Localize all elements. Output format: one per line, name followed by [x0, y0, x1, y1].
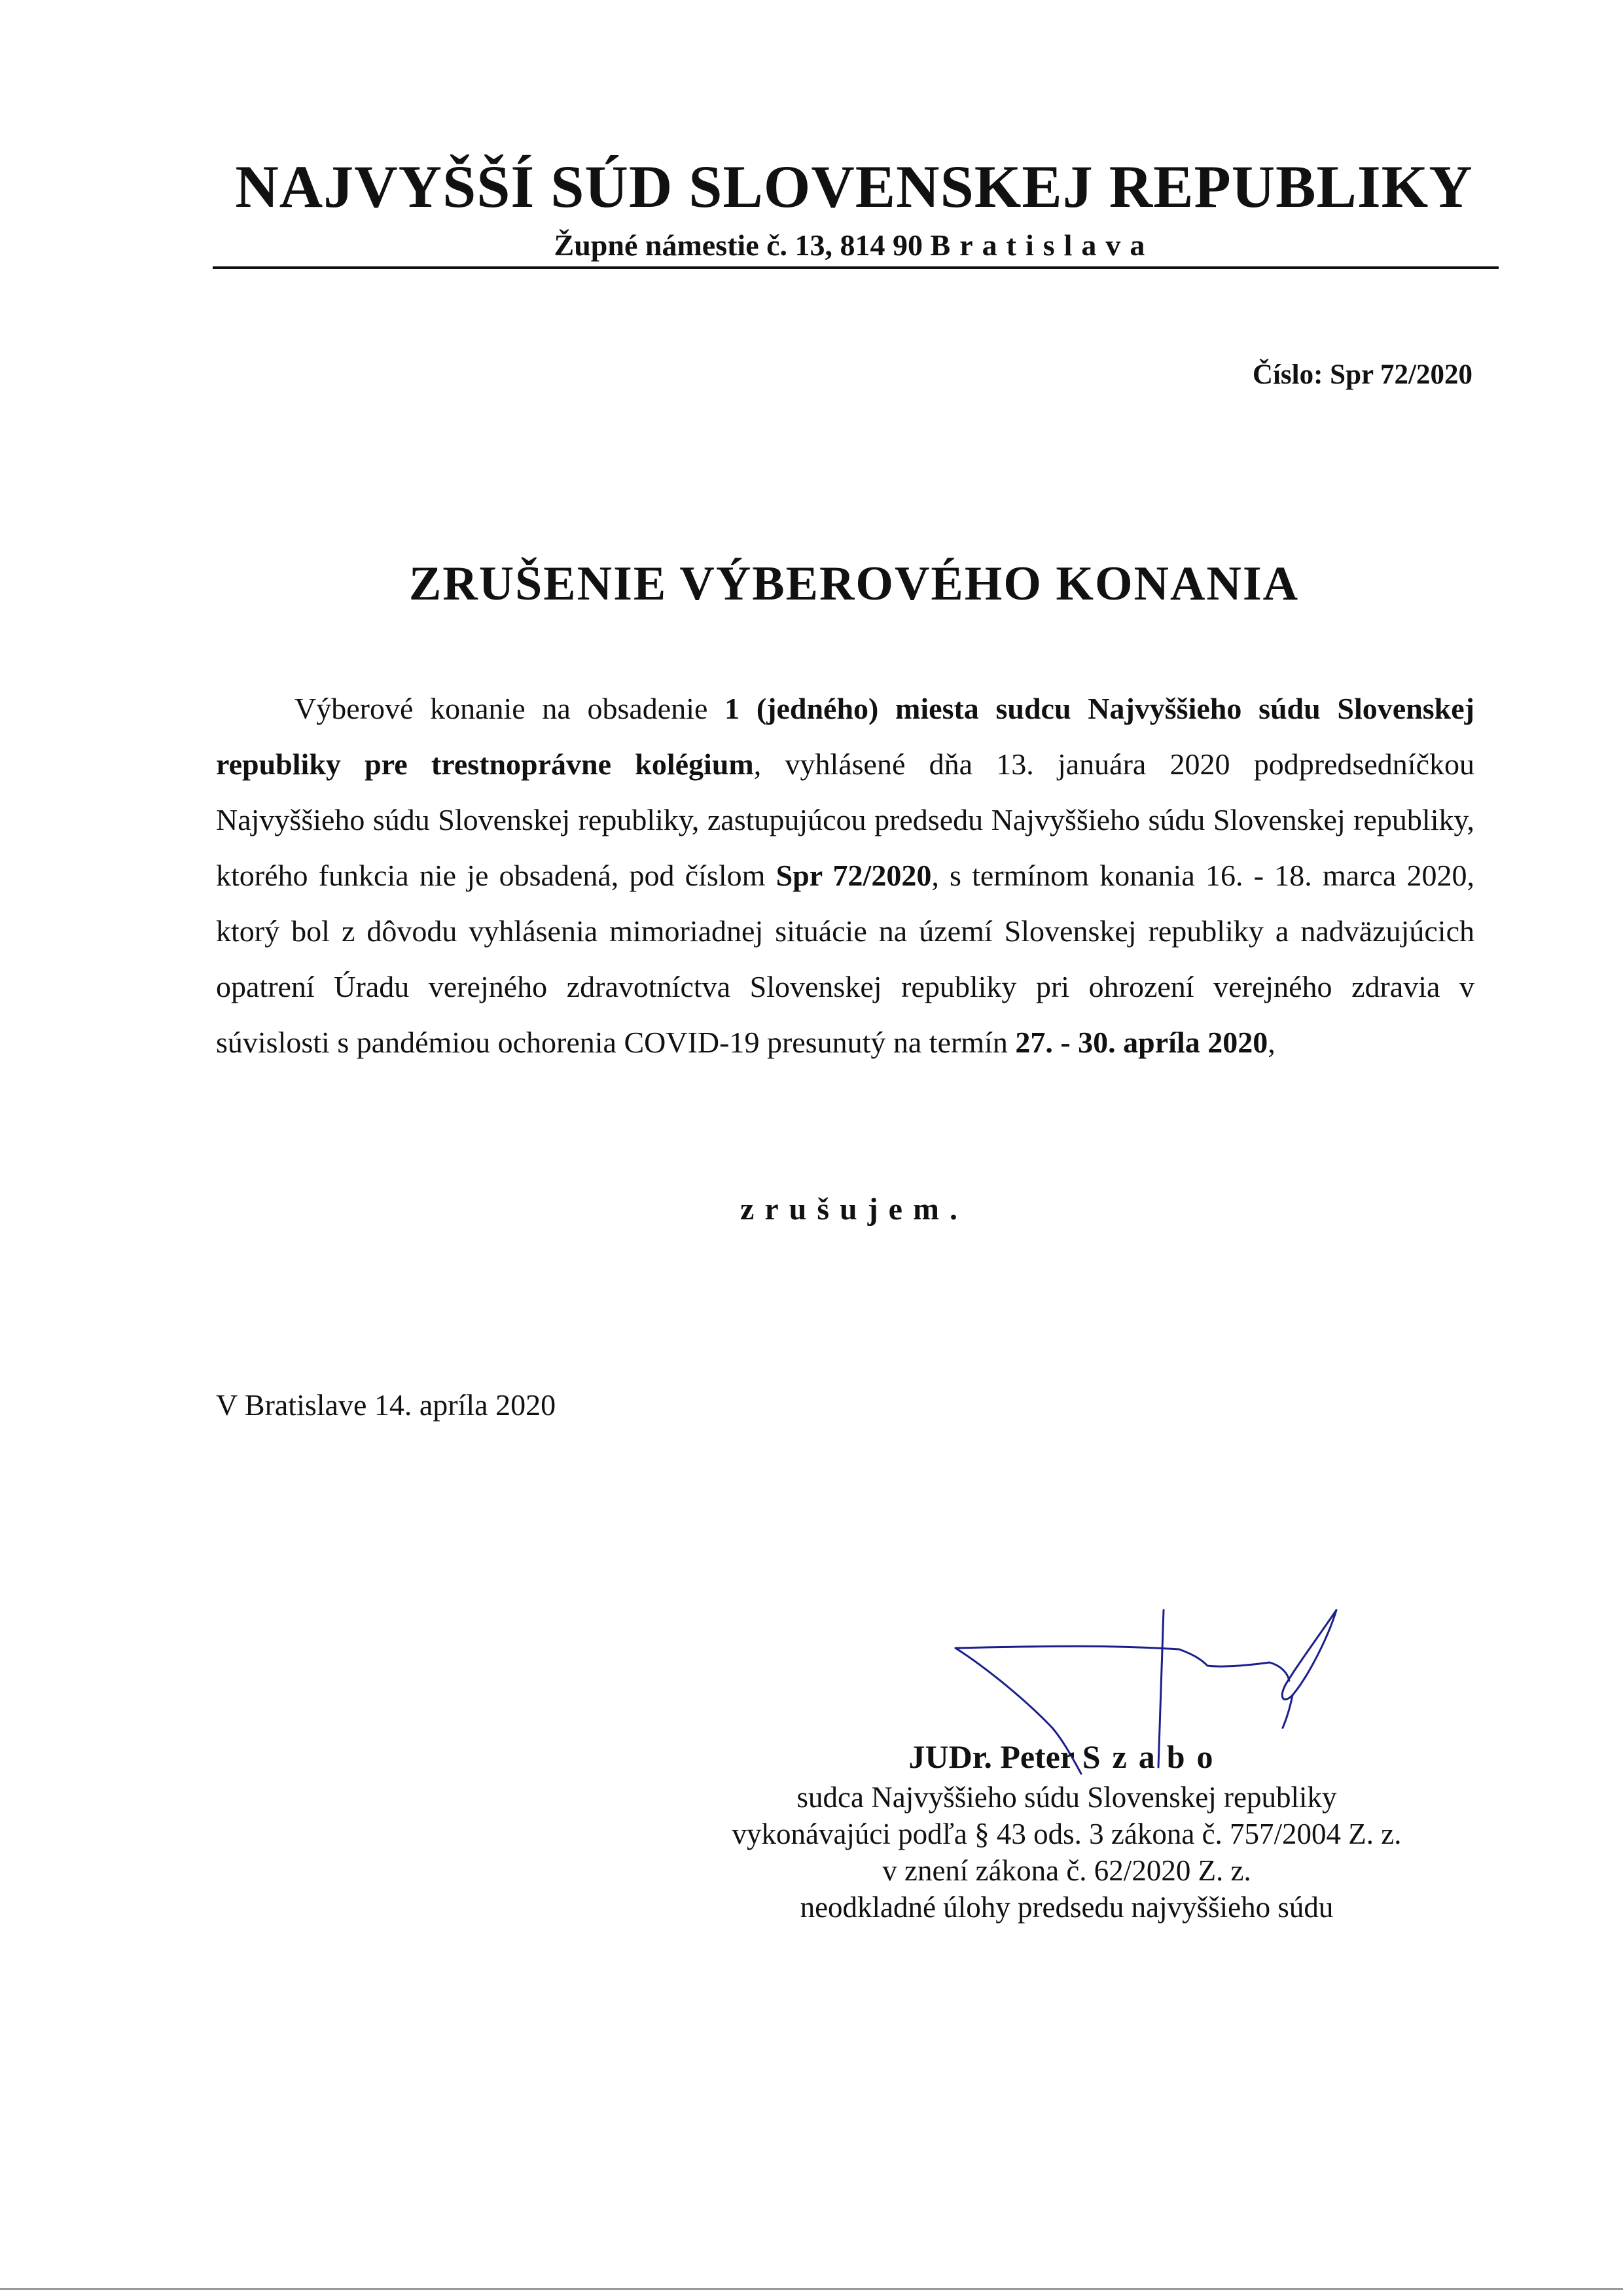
document-title: ZRUŠENIE VÝBEROVÉHO KONANIA — [408, 557, 1300, 611]
signer-duties: neodkladné úlohy predsedu najvyššieho súdu — [800, 1891, 1334, 1924]
signer-block — [641, 1734, 1492, 1926]
body-text-4: , — [1268, 1026, 1275, 1059]
page-bottom-edge — [0, 2288, 1623, 2290]
address-city: Bratislava — [930, 228, 1154, 262]
place-and-date: V Bratislave 14. apríla 2020 — [216, 1388, 556, 1422]
court-name: NAJVYŠŠÍ SÚD SLOVENSKEJ REPUBLIKY — [235, 153, 1473, 220]
signer-authority: vykonávajúci podľa § 43 ods. 3 zákona č. 757/2004 Z. z. — [732, 1818, 1402, 1850]
body-bold-new-date: 27. - 30. apríla 2020 — [1015, 1026, 1268, 1059]
case-number-label: Číslo: — [1252, 359, 1323, 390]
body-text-3: , s termínom konania 16. - 18. marca 2020, ktorý bol z dôvodu vyhlásenia mimoriadnej situácie na území Slovenskej republiky a nadväzujúcich opatrení Úradu verejného zdravotníctva Slovenskej republiky pri ohrození verejného zdravia v súvislosti s pandémiou ochorenia COVID-19 presunutý na termín — [216, 859, 1474, 1059]
court-address — [216, 228, 1492, 262]
header-divider — [213, 266, 1499, 269]
signer-last-name: Szabo — [1082, 1738, 1225, 1775]
body-text-2: , vyhlásené dňa 13. januára 2020 podpredsedníčkou Najvyššieho súdu Slovenskej republiky, zastupujúcou predsedu Najvyššieho súdu Slovenskej republiky, ktorého funkcia nie je obsadená, pod číslom — [216, 747, 1474, 892]
signer-first-name: JUDr. Peter — [908, 1738, 1075, 1775]
signer-name — [641, 1734, 1492, 1779]
body-paragraph — [216, 681, 1474, 1070]
verdict: zrušujem. — [740, 1192, 968, 1227]
signer-law-amendment: v znení zákona č. 62/2020 Z. z. — [882, 1854, 1251, 1887]
body-bold-case-number: Spr 72/2020 — [776, 859, 932, 892]
address-street: Župné námestie č. 13, 814 90 — [554, 228, 923, 262]
case-number — [1253, 359, 1472, 391]
body-text-1: Výberové konanie na obsadenie — [294, 692, 725, 725]
case-number-value: Spr 72/2020 — [1330, 359, 1472, 390]
body-bold-position: 1 (jedného) miesta sudcu Najvyššieho súdu Slovenskej republiky pre trestnoprávne kolégium — [216, 692, 1474, 781]
signer-title: sudca Najvyššieho súdu Slovenskej republiky — [796, 1781, 1337, 1814]
